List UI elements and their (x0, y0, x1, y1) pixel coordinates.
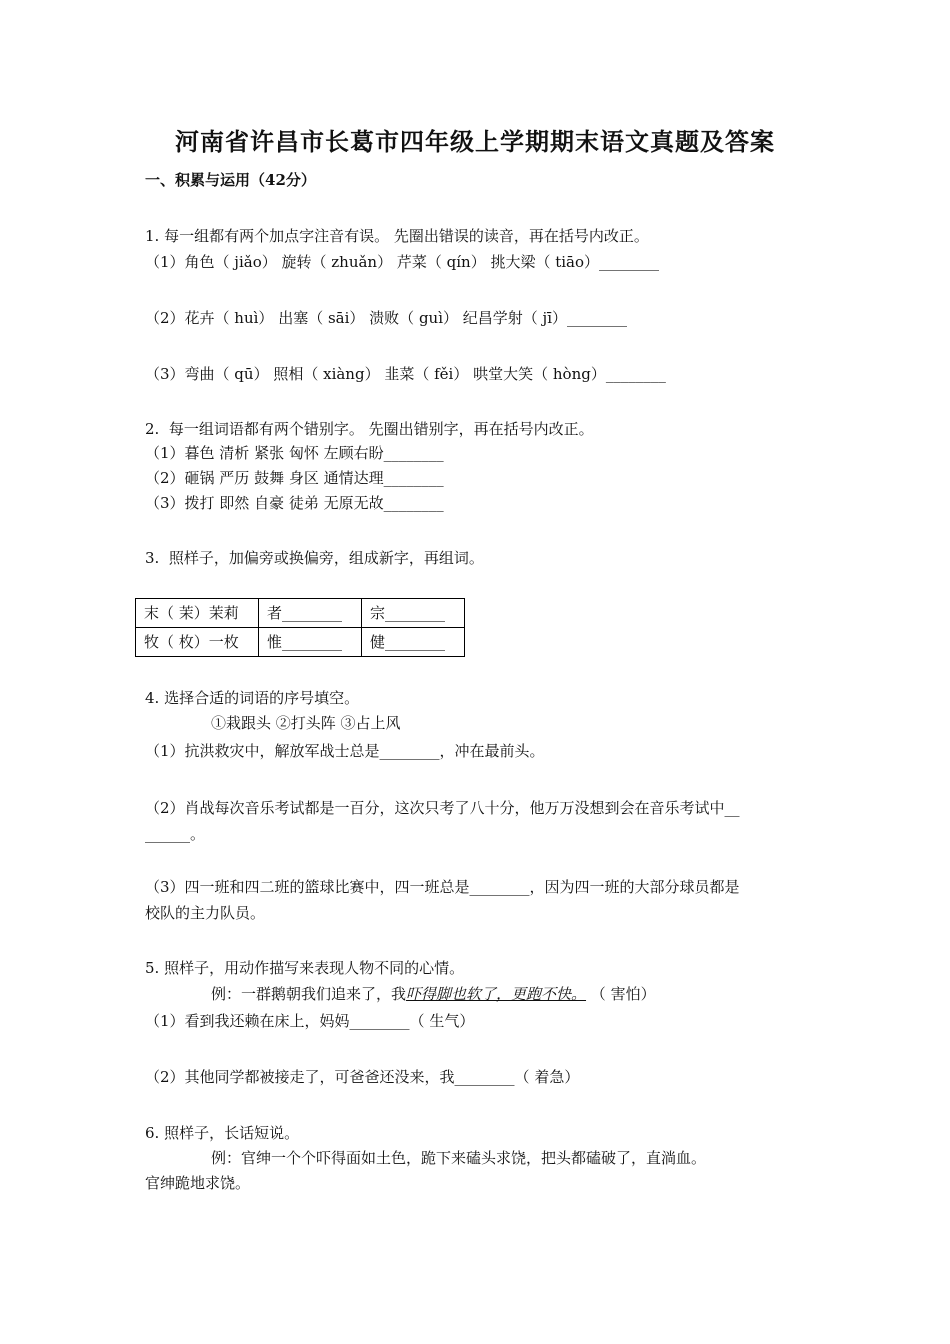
q4-stem: 4. 选择合适的词语的序号填空。 (145, 689, 360, 707)
q4-item-continued: 校队的主力队员。 (145, 904, 266, 922)
q1-item: （3）弯曲（ qū） 照相（ xiàng） 韭菜（ fěi） 哄堂大笑（ hòng）________ (145, 365, 666, 383)
q5-item: （2）其他同学都被接走了，可爸爸还没来，我________（ 着急） (145, 1068, 580, 1086)
q6-stem: 6. 照样子，长话短说。 (145, 1124, 300, 1142)
section-heading: 一、积累与运用（42分） (145, 171, 316, 189)
page-title: 河南省许昌市长葛市四年级上学期期末语文真题及答案 (175, 127, 775, 156)
table-cell: 者________ (259, 599, 362, 628)
q2-item: （3）拨打 即然 自豪 徒弟 无原无故________ (145, 494, 444, 512)
q5-example (211, 984, 656, 1004)
q5-stem: 5. 照样子，用动作描写来表现人物不同的心情。 (145, 959, 465, 977)
q2-item: （2）砸锅 严历 鼓舞 身区 通情达理________ (145, 469, 444, 487)
q6-answer: 官绅跪地求饶。 (145, 1174, 251, 1192)
q4-item-continued: ______。 (145, 825, 206, 843)
table-row (136, 628, 465, 657)
example-underlined: 吓得脚也软了，更跑不快。 (406, 985, 587, 1003)
q4-item: （1）抗洪救灾中，解放军战士总是________，冲在最前头。 (145, 742, 545, 760)
example-prefix: 例：一群鹅朝我们追来了，我 (211, 985, 407, 1003)
q1-item: （1）角色（ jiǎo） 旋转（ zhuǎn） 芹菜（ qín） 挑大梁（ tiāo）________ (145, 253, 660, 271)
q4-item: （2）肖战每次音乐考试都是一百分，这次只考了八十分，他万万没想到会在音乐考试中__ (145, 799, 740, 817)
table-cell: 健________ (362, 628, 465, 657)
table-cell: 末（ 茉）茉莉 (136, 599, 259, 628)
q2-stem: 2. 每一组词语都有两个错别字。 先圈出错别字，再在括号内改正。 (145, 420, 594, 438)
q3-table (135, 598, 465, 657)
example-suffix: （ 害怕） (586, 985, 656, 1003)
q1-item: （2）花卉（ huì） 出塞（ sāi） 溃败（ guì） 纪昌学射（ jī）________ (145, 309, 627, 327)
q6-example: 例：官绅一个个吓得面如土色，跪下来磕头求饶，把头都磕破了，直淌血。 (211, 1149, 707, 1167)
table-cell: 惟________ (259, 628, 362, 657)
table-row (136, 599, 465, 628)
table-cell: 宗________ (362, 599, 465, 628)
q1-stem: 1. 每一组都有两个加点字注音有误。 先圈出错误的读音，再在括号内改正。 (145, 227, 649, 245)
q4-item: （3）四一班和四二班的篮球比赛中，四一班总是________，因为四一班的大部分球员都是 (145, 878, 740, 896)
q3-stem: 3. 照样子，加偏旁或换偏旁，组成新字，再组词。 (145, 549, 484, 567)
table-cell: 牧（ 枚）一枚 (136, 628, 259, 657)
q5-item: （1）看到我还赖在床上，妈妈________（ 生气） (145, 1012, 475, 1030)
q2-item: （1）暮色 清析 紧张 匈怀 左顾右盼________ (145, 444, 444, 462)
q4-options: ①栽跟头 ②打头阵 ③占上风 (211, 714, 401, 732)
